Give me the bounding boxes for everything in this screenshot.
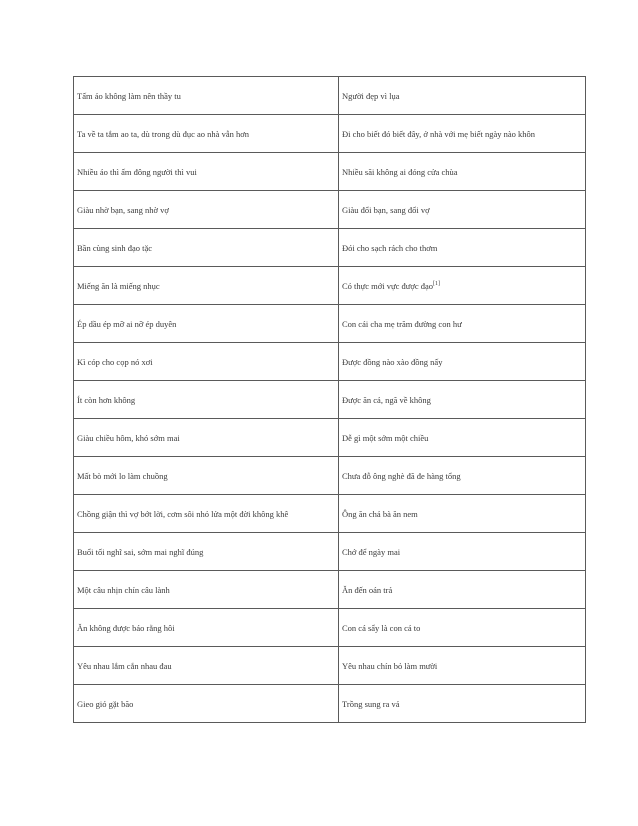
table-row	[74, 647, 586, 685]
proverb-right-text: Giàu đổi bạn, sang đổi vợ	[342, 204, 430, 215]
table-row	[74, 685, 586, 723]
proverb-right-text: Trồng sung ra vả	[342, 698, 400, 709]
proverb-left-text: Giàu nhờ bạn, sang nhờ vợ	[77, 204, 169, 215]
proverb-left-cell	[74, 609, 339, 647]
proverb-table-body	[74, 77, 586, 723]
proverb-left-text: Tấm áo không làm nên thầy tu	[77, 90, 181, 101]
proverb-right-cell	[339, 305, 586, 343]
proverb-right-text: Người đẹp vì lụa	[342, 90, 400, 101]
table-row	[74, 381, 586, 419]
proverb-right-cell	[339, 609, 586, 647]
proverb-left-text: Kì cóp cho cọp nó xơi	[77, 356, 153, 367]
proverb-left-cell	[74, 229, 339, 267]
table-row	[74, 305, 586, 343]
proverb-right-text: Ăn đến oán trả	[342, 584, 393, 595]
proverb-right-cell	[339, 229, 586, 267]
proverb-left-cell	[74, 267, 339, 305]
proverb-right-cell	[339, 685, 586, 723]
proverb-right-cell	[339, 647, 586, 685]
proverb-left-text: Một câu nhịn chín câu lành	[77, 584, 170, 595]
proverb-left-text: Miếng ăn là miếng nhục	[77, 280, 160, 291]
table-row	[74, 343, 586, 381]
table-row	[74, 229, 586, 267]
proverb-left-text: Ít còn hơn không	[77, 394, 136, 405]
proverb-left-text: Buổi tối nghĩ sai, sớm mai nghĩ đúng	[77, 546, 204, 557]
proverb-right-cell	[339, 343, 586, 381]
proverb-right-text: Yêu nhau chín bỏ làm mười	[342, 660, 438, 671]
proverb-left-cell	[74, 153, 339, 191]
proverb-left-text: Giàu chiều hôm, khó sớm mai	[77, 432, 180, 443]
proverb-right-text: Con cá sẩy là con cá to	[342, 622, 421, 633]
proverb-left-cell	[74, 305, 339, 343]
proverb-right-text: Có thực mới vực được đạo	[342, 280, 434, 291]
proverb-left-text: Nhiều áo thì ấm đông người thì vui	[77, 166, 197, 177]
proverb-left-text: Ép dầu ép mỡ ai nỡ ép duyên	[77, 318, 177, 329]
table-row	[74, 267, 586, 305]
proverb-right-cell	[339, 381, 586, 419]
proverb-right-text: Chớ để ngày mai	[342, 546, 401, 557]
proverb-right-cell	[339, 115, 586, 153]
proverb-left-text: Ta về ta tắm ao ta, dù trong dù đục ao nhà vẫn hơn	[77, 128, 249, 139]
table-row	[74, 115, 586, 153]
proverb-right-text: Ông ăn chả bà ăn nem	[342, 508, 418, 519]
table-row	[74, 77, 586, 115]
proverb-left-cell	[74, 457, 339, 495]
proverb-right-text: Đói cho sạch rách cho thơm	[342, 242, 438, 253]
proverb-right-cell	[339, 267, 586, 305]
proverb-right-text: Chưa đỗ ông nghè đã đe hàng tổng	[342, 470, 461, 481]
proverb-left-text: Chồng giận thì vợ bớt lời, cơm sôi nhỏ lửa một đời không khê	[77, 508, 289, 519]
proverb-left-cell	[74, 495, 339, 533]
proverb-left-cell	[74, 685, 339, 723]
proverb-left-text: Ăn không được báo rằng hôi	[77, 622, 175, 633]
proverb-right-text: Con cái cha mẹ trăm đường con hư	[342, 318, 462, 329]
proverb-left-cell	[74, 419, 339, 457]
table-row	[74, 419, 586, 457]
footnote-reference-link[interactable]: [1]	[433, 280, 441, 287]
proverb-right-cell	[339, 571, 586, 609]
proverb-left-cell	[74, 343, 339, 381]
proverb-right-text: Dễ gì một sớm một chiều	[342, 432, 429, 443]
proverb-left-text: Bần cùng sinh đạo tặc	[77, 242, 153, 253]
proverb-left-cell	[74, 571, 339, 609]
proverb-left-cell	[74, 533, 339, 571]
proverb-left-cell	[74, 381, 339, 419]
proverb-right-text: Nhiều sãi không ai đóng cửa chùa	[342, 166, 458, 177]
proverb-left-text: Mất bò mới lo làm chuồng	[77, 470, 168, 481]
proverb-left-cell	[74, 647, 339, 685]
proverb-right-cell	[339, 191, 586, 229]
proverb-left-text: Gieo gió gặt bão	[77, 698, 134, 709]
proverb-left-cell	[74, 191, 339, 229]
proverb-right-text: Đi cho biết đó biết đây, ở nhà với mẹ biết ngày nào khôn	[342, 128, 536, 139]
proverb-right-cell	[339, 77, 586, 115]
proverb-left-cell	[74, 77, 339, 115]
proverb-right-text: Được đồng nào xào đồng nấy	[342, 356, 443, 367]
proverb-right-text: Được ăn cả, ngã về không	[342, 394, 431, 405]
table-row	[74, 533, 586, 571]
table-row	[74, 153, 586, 191]
proverb-right-cell	[339, 153, 586, 191]
proverb-right-cell	[339, 495, 586, 533]
proverb-right-cell	[339, 419, 586, 457]
table-row	[74, 457, 586, 495]
proverb-left-text: Yêu nhau lắm cắn nhau đau	[77, 660, 172, 671]
proverb-table	[73, 76, 586, 723]
table-row	[74, 191, 586, 229]
proverb-left-cell	[74, 115, 339, 153]
table-row	[74, 571, 586, 609]
table-row	[74, 609, 586, 647]
proverb-right-cell	[339, 457, 586, 495]
table-row	[74, 495, 586, 533]
proverb-right-cell	[339, 533, 586, 571]
